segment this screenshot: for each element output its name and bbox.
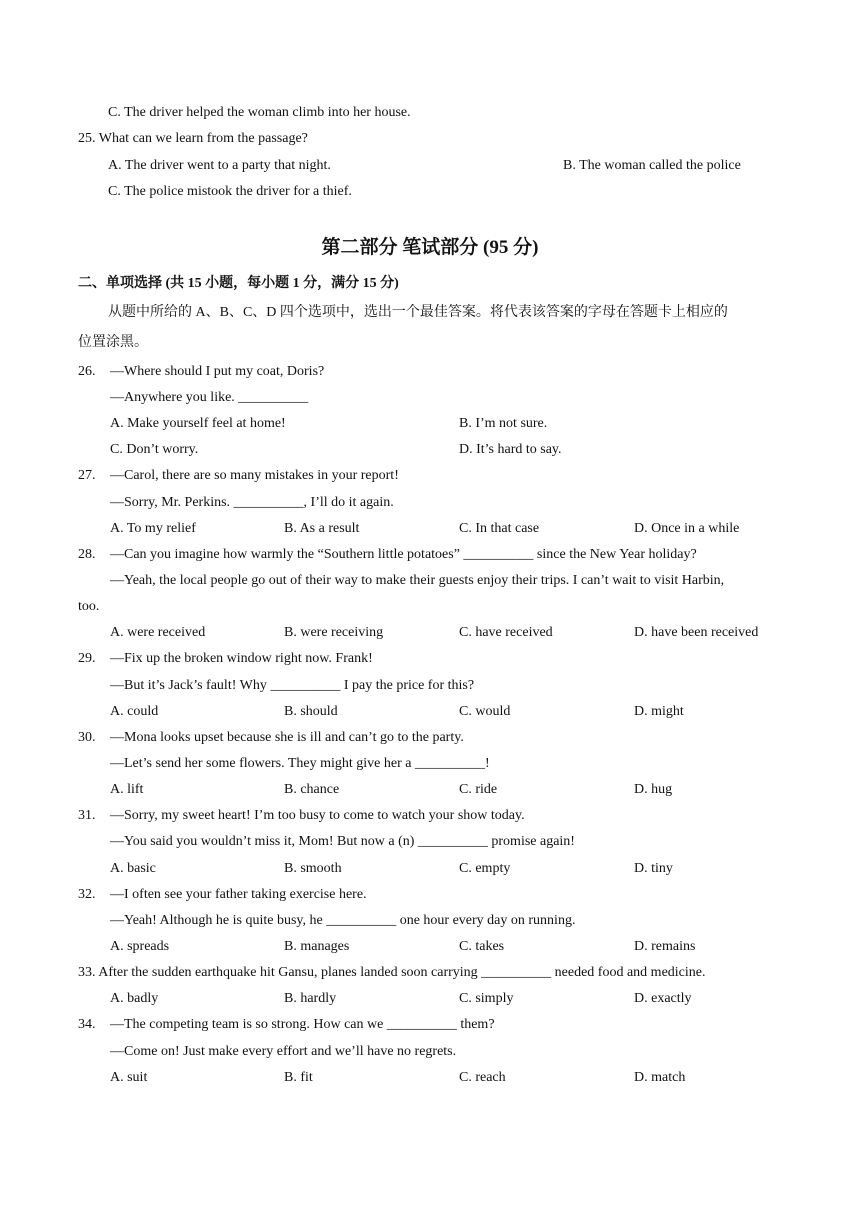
q28-option-b: B. were receiving	[284, 625, 384, 640]
q33-option-c: C. simply	[459, 991, 514, 1006]
q33-stem: 33. After the sudden earthquake hit Gansu, planes landed soon carrying __________ needed food and medicine.	[78, 965, 706, 980]
q32-line-1: —I often see your father taking exercise here.	[110, 887, 367, 902]
q28-option-a: A. were received	[110, 625, 206, 640]
q28-number: 28.	[78, 547, 96, 562]
part2-heading: 二、单项选择 (共 15 小题，每小题 1 分，满分 15 分)	[78, 276, 399, 291]
q29-option-d: D. might	[634, 704, 684, 719]
q28-line-1: —Can you imagine how warmly the “Southern little potatoes” __________ since the New Year holiday?	[110, 547, 697, 562]
q30-option-b: B. chance	[284, 782, 340, 797]
q25-option-c: C. The police mistook the driver for a thief.	[108, 184, 352, 199]
q31-option-a: A. basic	[110, 861, 156, 876]
q30-line-2: —Let’s send her some flowers. They might give her a __________!	[110, 756, 490, 771]
q34-option-c: C. reach	[459, 1070, 506, 1085]
q26-line-2: —Anywhere you like. __________	[110, 390, 309, 405]
q30-line-1: —Mona looks upset because she is ill and can’t go to the party.	[110, 730, 464, 745]
q32-line-2: —Yeah! Although he is quite busy, he __________ one hour every day on running.	[110, 913, 576, 928]
q31-option-c: C. empty	[459, 861, 511, 876]
q30-option-a: A. lift	[110, 782, 144, 797]
q29-option-a: A. could	[110, 704, 159, 719]
q34-line-1: —The competing team is so strong. How can we __________ them?	[110, 1017, 495, 1032]
q31-line-1: —Sorry, my sweet heart! I’m too busy to come to watch your show today.	[110, 808, 525, 823]
q25-option-a: A. The driver went to a party that night.	[108, 158, 331, 173]
q33-option-d: D. exactly	[634, 991, 692, 1006]
q28-line-2: —Yeah, the local people go out of their way to make their guests enjoy their trips. I can’t wait to visit Harbin,	[110, 573, 725, 588]
q25-option-b: B. The woman called the police	[563, 158, 741, 173]
q31-option-b: B. smooth	[284, 861, 342, 876]
q34-option-a: A. suit	[110, 1070, 148, 1085]
section-title: 第二部分 笔试部分 (95 分)	[321, 237, 539, 258]
q25-stem: 25. What can we learn from the passage?	[78, 131, 308, 146]
q29-number: 29.	[78, 651, 96, 666]
q31-line-2: —You said you wouldn’t miss it, Mom! But now a (n) __________ promise again!	[110, 834, 575, 849]
q29-line-1: —Fix up the broken window right now. Frank!	[110, 651, 373, 666]
q33-option-b: B. hardly	[284, 991, 337, 1006]
q26-option-c: C. Don’t worry.	[110, 442, 199, 457]
q30-number: 30.	[78, 730, 96, 745]
part2-instruction-2: 位置涂黑。	[78, 335, 148, 350]
q32-number: 32.	[78, 887, 96, 902]
q27-option-b: B. As a result	[284, 521, 360, 536]
q34-option-d: D. match	[634, 1070, 686, 1085]
q29-option-c: C. would	[459, 704, 511, 719]
q28-line-2-wrap: too.	[78, 599, 100, 614]
q27-line-1: —Carol, there are so many mistakes in your report!	[110, 468, 399, 483]
q31-option-d: D. tiny	[634, 861, 673, 876]
q34-number: 34.	[78, 1017, 96, 1032]
q27-number: 27.	[78, 468, 96, 483]
q26-option-d: D. It’s hard to say.	[459, 442, 562, 457]
q34-option-b: B. fit	[284, 1070, 313, 1085]
q29-option-b: B. should	[284, 704, 338, 719]
q31-number: 31.	[78, 808, 96, 823]
q28-option-d: D. have been received	[634, 625, 759, 640]
q26-option-b: B. I’m not sure.	[459, 416, 548, 431]
q26-number: 26.	[78, 364, 96, 379]
q32-option-b: B. manages	[284, 939, 350, 954]
q27-option-c: C. In that case	[459, 521, 540, 536]
part2-instruction-1: 从题中所给的 A、B、C、D 四个选项中，选出一个最佳答案。将代表该答案的字母在答题卡上相应的	[108, 305, 728, 320]
q26-option-a: A. Make yourself feel at home!	[110, 416, 286, 431]
q34-line-2: —Come on! Just make every effort and we’ll have no regrets.	[110, 1044, 457, 1059]
q27-option-a: A. To my relief	[110, 521, 196, 536]
q27-line-2: —Sorry, Mr. Perkins. __________, I’ll do it again.	[110, 495, 394, 510]
q32-option-a: A. spreads	[110, 939, 170, 954]
q33-option-a: A. badly	[110, 991, 159, 1006]
q32-option-d: D. remains	[634, 939, 696, 954]
q30-option-d: D. hug	[634, 782, 673, 797]
q30-option-c: C. ride	[459, 782, 498, 797]
q29-line-2: —But it’s Jack’s fault! Why __________ I pay the price for this?	[110, 678, 475, 693]
q26-line-1: —Where should I put my coat, Doris?	[110, 364, 325, 379]
q24-option-c: C. The driver helped the woman climb into her house.	[108, 105, 411, 120]
q32-option-c: C. takes	[459, 939, 505, 954]
q28-option-c: C. have received	[459, 625, 553, 640]
q27-option-d: D. Once in a while	[634, 521, 740, 536]
